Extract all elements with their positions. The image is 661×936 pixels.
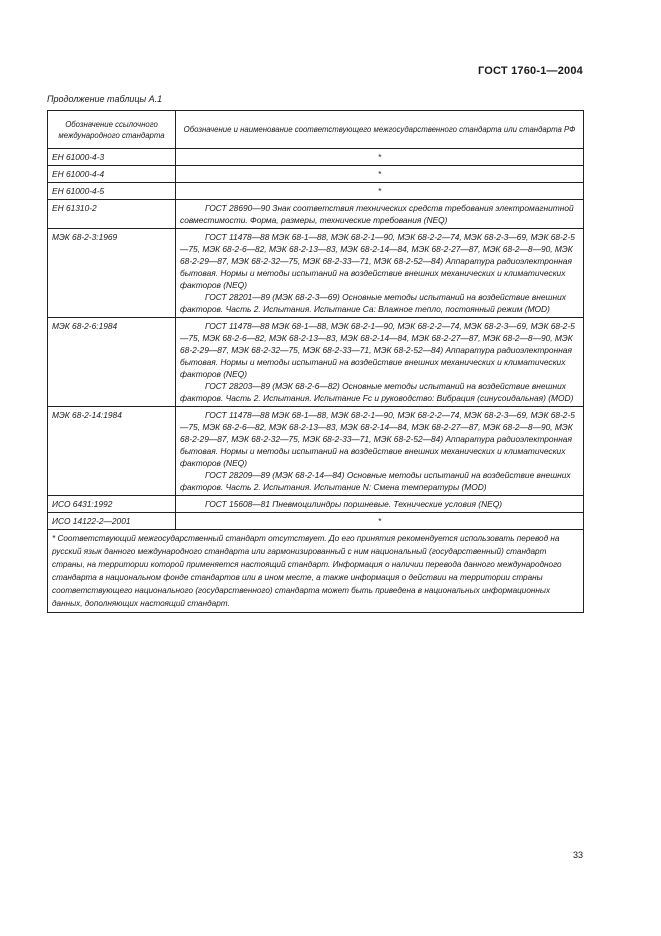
reference-standard-cell: ЕН 61310-2 <box>48 200 176 229</box>
corresponding-standard-cell <box>176 183 584 200</box>
standard-paragraph: ГОСТ 28209—89 (МЭК 68-2-14—84) Основные методы испытаний на воздействие внешних факторов. Часть 2. Испытания. Испытание N: Смена температуры (MOD) <box>180 470 571 492</box>
corresponding-standard-cell <box>176 513 584 530</box>
footnote: * Соответствующий межгосударственный стандарт отсутствует. До его принятия рекомендуется использовать перевод на русский язык данного международного стандарта или гармонизированный с ним национальный (государственный) стандарт страны, на территории которой применяется настоящий стандарт. Информация о наличии перевода данного международного стандарта в национальном фонде стандартов или в ином месте, а также информация о действии на территории страны соответствующего национального (государственного) стандарта может быть приведена в национальных информационных данных, дополняющих настоящий стандарт. <box>48 530 584 613</box>
table-row <box>48 229 584 318</box>
table-caption: Продолжение таблицы А.1 <box>47 94 163 104</box>
document-code: ГОСТ 1760-1—2004 <box>477 65 583 77</box>
reference-standard-cell: ИСО 6431:1992 <box>48 496 176 513</box>
table-row <box>48 183 584 200</box>
corresponding-standard-cell <box>176 318 584 407</box>
reference-standard-cell: ЕН 61000-4-5 <box>48 183 176 200</box>
table-row <box>48 318 584 407</box>
page-number: 33 <box>572 850 583 860</box>
table-row <box>48 166 584 183</box>
standard-paragraph: ГОСТ 28690—90 Знак соответствия технических средств требования электромагнитной совместимости. Форма, размеры, технические требования (NEQ) <box>180 203 574 225</box>
column-header-reference: Обозначение ссылочного международного стандарта <box>48 111 176 149</box>
standard-paragraph: ГОСТ 11478—88 МЭК 68-1—88, МЭК 68-2-1—90, МЭК 68-2-2—74, МЭК 68-2-3—69, МЭК 68-2-5—75, МЭК 68-2-6—82, МЭК 68-2-13—83, МЭК 68-2-14—84, МЭК 68-2-27—87, МЭК 68-2—8—90, МЭК 68-2-29—87, МЭК 68-2-32—75, МЭК 68-2-33—71, МЭК 68-2-52—84) Аппаратура радиоэлектронная бытовая. Нормы и методы испытаний на воздействие внешних механических и климатических факторов (NEQ) <box>180 232 575 290</box>
table-row <box>48 407 584 496</box>
footnote-marker: * <box>377 186 382 196</box>
column-header-corresponding: Обозначение и наименование соответствующего межгосударственного стандарта или стандарта РФ <box>176 111 584 149</box>
table-row <box>48 496 584 513</box>
footnote-marker: * <box>377 152 382 162</box>
standard-paragraph: ГОСТ 11478—88 МЭК 68-1—88, МЭК 68-2-1—90, МЭК 68-2-2—74, МЭК 68-2-3—69, МЭК 68-2-5—75, МЭК 68-2-6—82, МЭК 68-2-13—83, МЭК 68-2-14—84, МЭК 68-2-27—87, МЭК 68-2—8—90, МЭК 68-2-29—87, МЭК 68-2-32—75, МЭК 68-2-33—71, МЭК 68-2-52—84) Аппаратура радиоэлектронная бытовая. Нормы и методы испытаний на воздействие внешних механических и климатических факторов (NEQ) <box>180 321 575 379</box>
reference-standard-cell: МЭК 68-2-6:1984 <box>48 318 176 407</box>
reference-standard-cell: ЕН 61000-4-3 <box>48 149 176 166</box>
table-row <box>48 200 584 229</box>
standards-table <box>47 110 584 613</box>
table-row <box>48 149 584 166</box>
footnote-marker: * <box>377 169 382 179</box>
corresponding-standard-cell <box>176 166 584 183</box>
corresponding-standard-cell <box>176 149 584 166</box>
footnote-marker: * <box>377 516 382 526</box>
corresponding-standard-cell <box>176 229 584 318</box>
corresponding-standard-cell <box>176 200 584 229</box>
standard-paragraph: ГОСТ 28203—89 (МЭК 68-2-6—82) Основные методы испытаний на воздействие внешних факторов. Часть 2. Испытания. Испытание Fc и руководство: Вибрация (синусоидальная) (MOD) <box>180 381 574 403</box>
footnote-row <box>48 530 584 613</box>
standard-paragraph: ГОСТ 28201—89 (МЭК 68-2-3—69) Основные методы испытаний на воздействие внешних факторов. Часть 2. Испытания. Испытание Са: Влажное тепло, постоянный режим (MOD) <box>180 292 566 314</box>
corresponding-standard-cell <box>176 496 584 513</box>
reference-standard-cell: ЕН 61000-4-4 <box>48 166 176 183</box>
standard-paragraph: ГОСТ 15608—81 Пневмоцилиндры поршневые. Технические условия (NEQ) <box>205 499 503 509</box>
standard-paragraph: ГОСТ 11478—88 МЭК 68-1—88, МЭК 68-2-1—90, МЭК 68-2-2—74, МЭК 68-2-3—69, МЭК 68-2-5—75, МЭК 68-2-6—82, МЭК 68-2-13—83, МЭК 68-2-14—84, МЭК 68-2-27—87, МЭК 68-2—8—90, МЭК 68-2-29—87, МЭК 68-2-32—75, МЭК 68-2-33—71, МЭК 68-2-52—84) Аппаратура радиоэлектронная бытовая. Нормы и методы испытаний на воздействие внешних механических и климатических факторов (NEQ) <box>180 410 575 468</box>
reference-standard-cell: ИСО 14122-2—2001 <box>48 513 176 530</box>
reference-standard-cell: МЭК 68-2-3:1969 <box>48 229 176 318</box>
corresponding-standard-cell <box>176 407 584 496</box>
reference-standard-cell: МЭК 68-2-14:1984 <box>48 407 176 496</box>
table-row <box>48 513 584 530</box>
table-header-row <box>48 111 584 149</box>
